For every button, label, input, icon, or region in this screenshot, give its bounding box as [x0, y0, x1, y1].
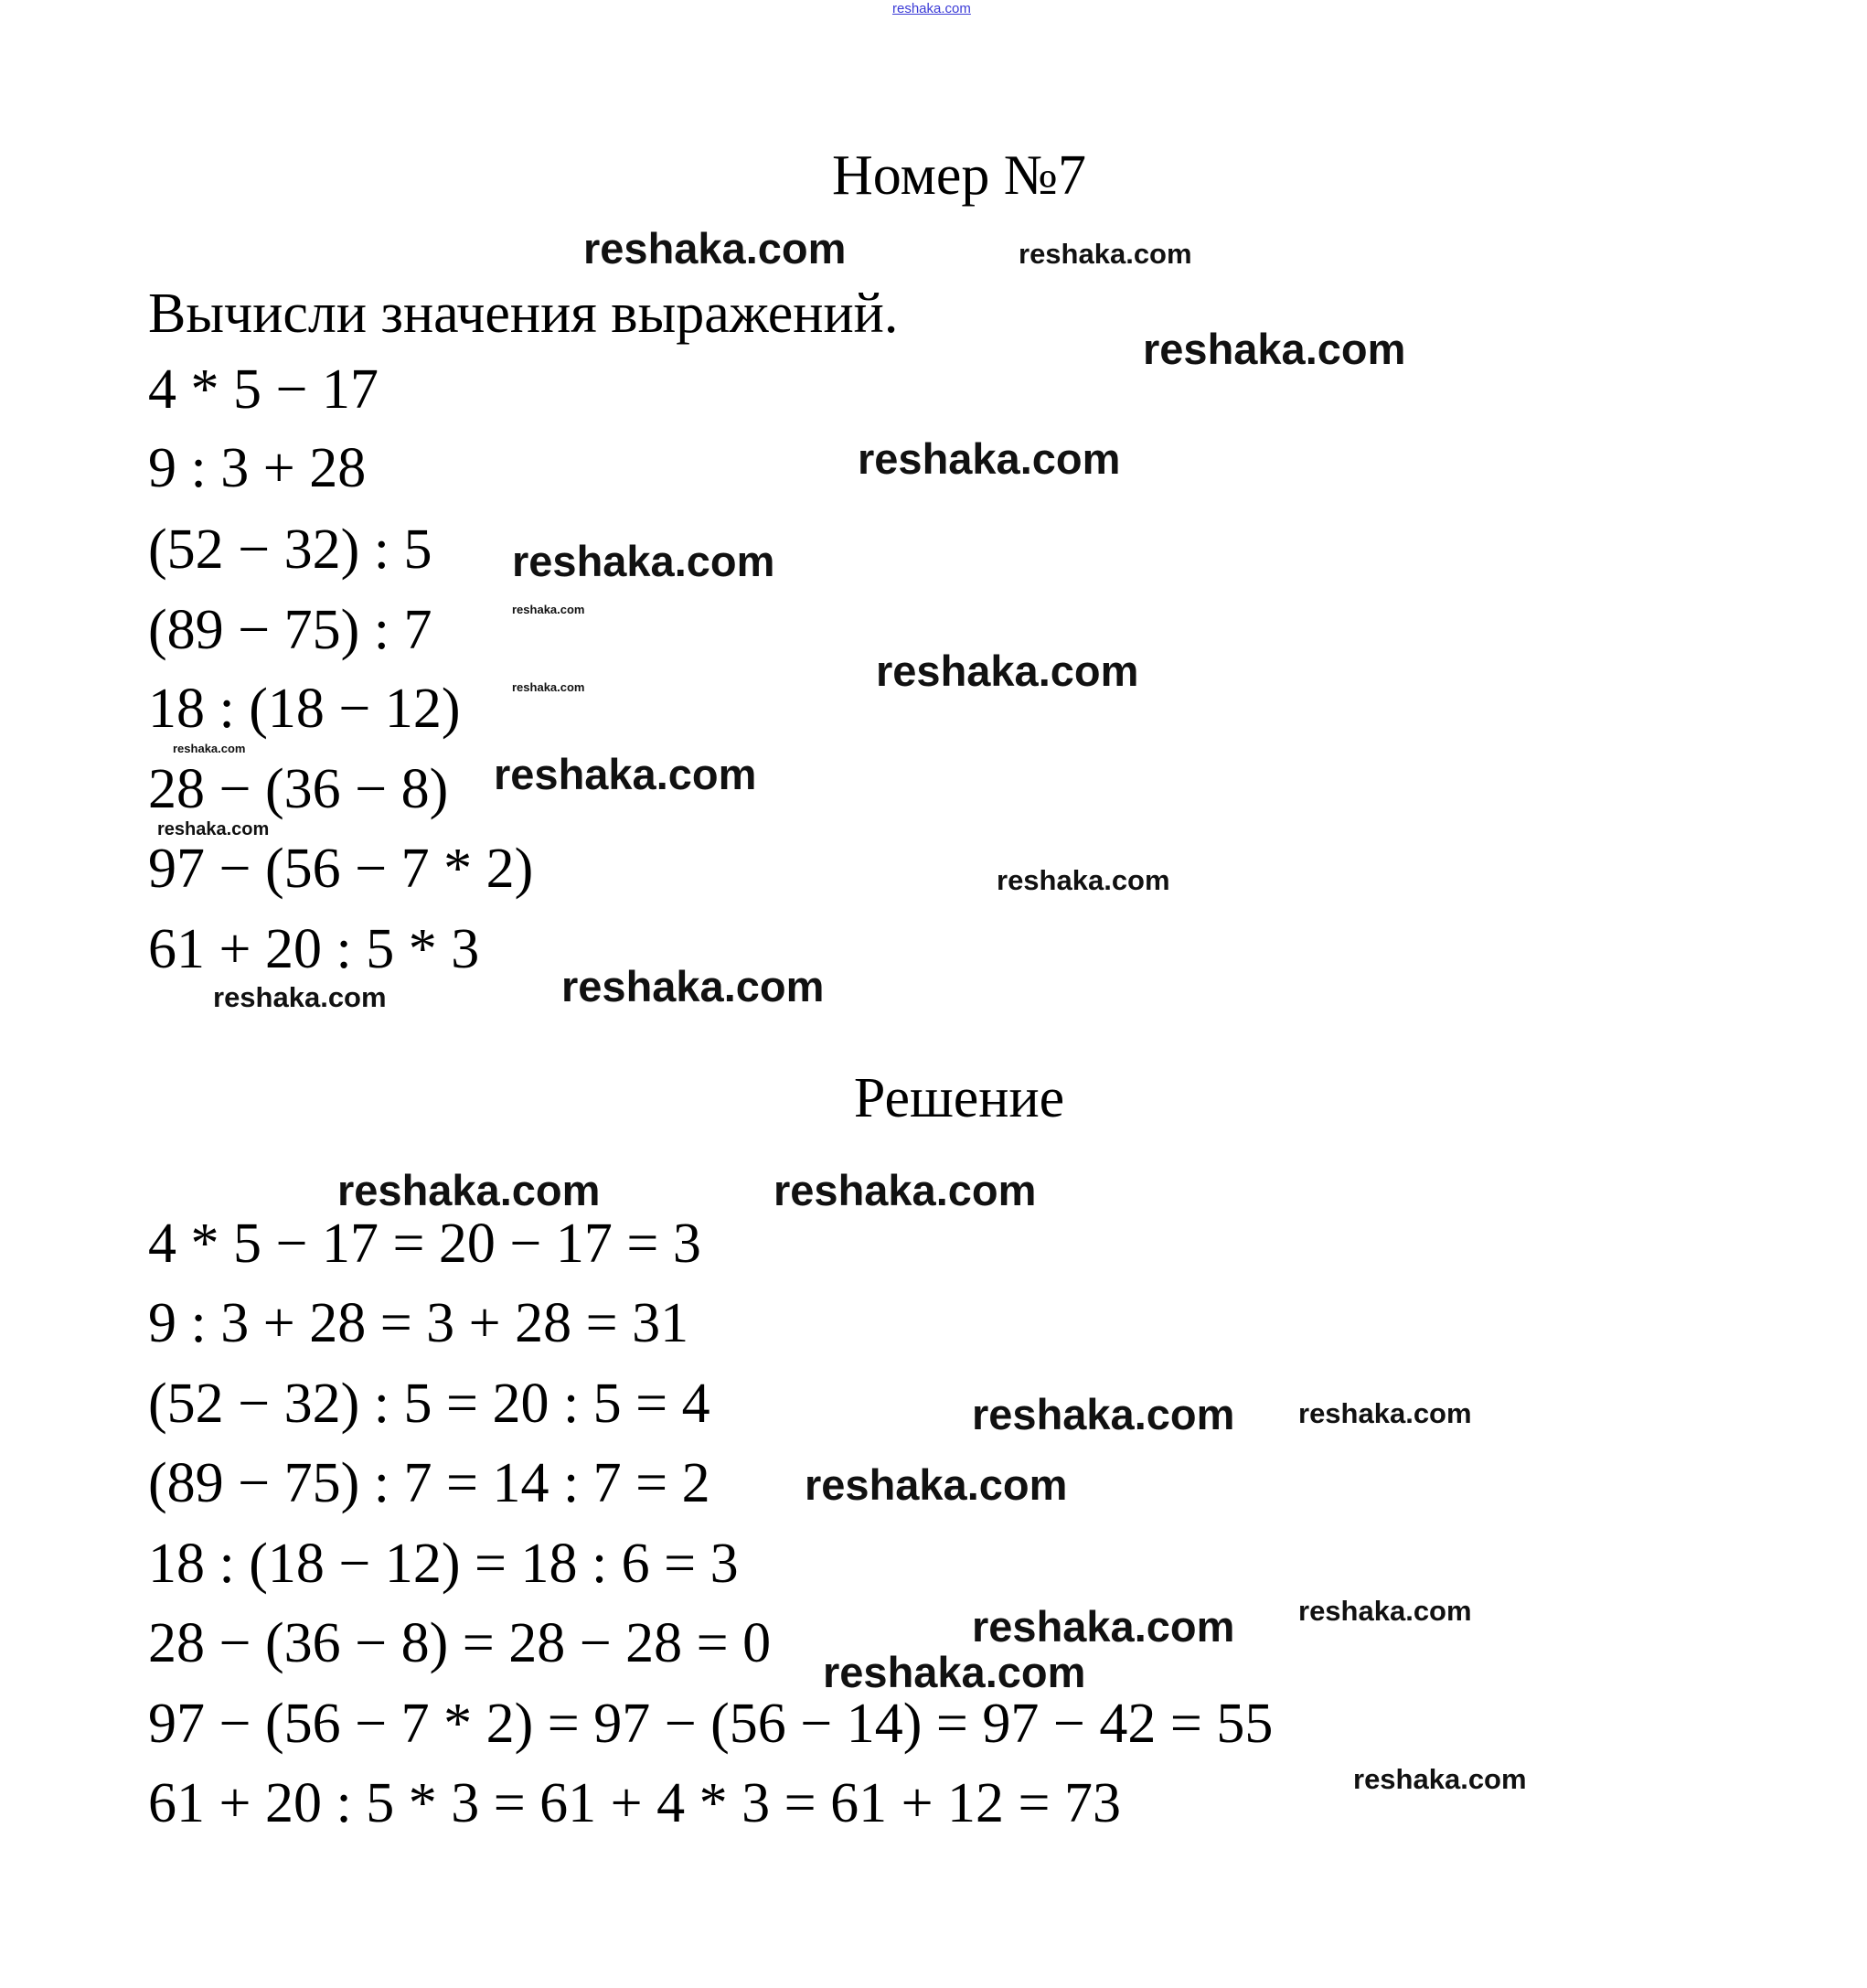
watermark: reshaka.com: [561, 962, 825, 1010]
watermark: reshaka.com: [512, 537, 775, 585]
watermark: reshaka.com: [773, 1166, 1037, 1214]
page-title: Номер №7: [831, 144, 1086, 207]
watermark: reshaka.com: [1298, 1595, 1472, 1627]
site-link[interactable]: reshaka.com: [892, 1, 971, 16]
watermark: reshaka.com: [512, 603, 585, 616]
problem-1: 4 * 5 − 17: [148, 358, 379, 421]
solution-8: 61 + 20 : 5 * 3 = 61 + 4 * 3 = 61 + 12 = 73: [148, 1772, 1122, 1834]
solution-5: 18 : (18 − 12) = 18 : 6 = 3: [148, 1533, 739, 1595]
problem-2: 9 : 3 + 28: [148, 437, 367, 499]
solution-2: 9 : 3 + 28 = 3 + 28 = 31: [148, 1292, 689, 1354]
problem-7: 97 − (56 − 7 * 2): [148, 838, 534, 900]
watermark: reshaka.com: [583, 224, 847, 273]
watermark: reshaka.com: [858, 434, 1121, 483]
watermark: reshaka.com: [805, 1460, 1068, 1509]
solution-4: (89 − 75) : 7 = 14 : 7 = 2: [148, 1452, 710, 1514]
solution-3: (52 − 32) : 5 = 20 : 5 = 4: [148, 1373, 710, 1435]
watermark: reshaka.com: [494, 750, 757, 798]
watermark: reshaka.com: [157, 819, 270, 839]
task-statement: Вычисли значения выражений.: [148, 283, 899, 345]
solution-7: 97 − (56 − 7 * 2) = 97 − (56 − 14) = 97 − 42 = 55: [148, 1693, 1274, 1755]
watermark: reshaka.com: [512, 680, 585, 694]
problem-8: 61 + 20 : 5 * 3: [148, 918, 480, 980]
solution-6: 28 − (36 − 8) = 28 − 28 = 0: [148, 1612, 772, 1674]
watermark: reshaka.com: [173, 742, 246, 755]
watermark: reshaka.com: [997, 864, 1170, 896]
watermark: reshaka.com: [1298, 1397, 1472, 1429]
solution-1: 4 * 5 − 17 = 20 − 17 = 3: [148, 1213, 701, 1275]
watermark: reshaka.com: [823, 1648, 1086, 1696]
problem-3: (52 − 32) : 5: [148, 518, 432, 581]
watermark: reshaka.com: [1019, 238, 1192, 270]
watermark: reshaka.com: [972, 1602, 1235, 1651]
watermark: reshaka.com: [876, 647, 1139, 695]
problem-6: 28 − (36 − 8): [148, 758, 449, 820]
solution-heading: Решение: [853, 1067, 1065, 1129]
problem-5: 18 : (18 − 12): [148, 678, 461, 740]
watermark: reshaka.com: [972, 1390, 1235, 1438]
watermark: reshaka.com: [1353, 1763, 1527, 1795]
watermark: reshaka.com: [1143, 325, 1406, 373]
watermark: reshaka.com: [213, 981, 387, 1013]
problem-4: (89 − 75) : 7: [148, 599, 432, 661]
watermark: reshaka.com: [337, 1166, 601, 1214]
